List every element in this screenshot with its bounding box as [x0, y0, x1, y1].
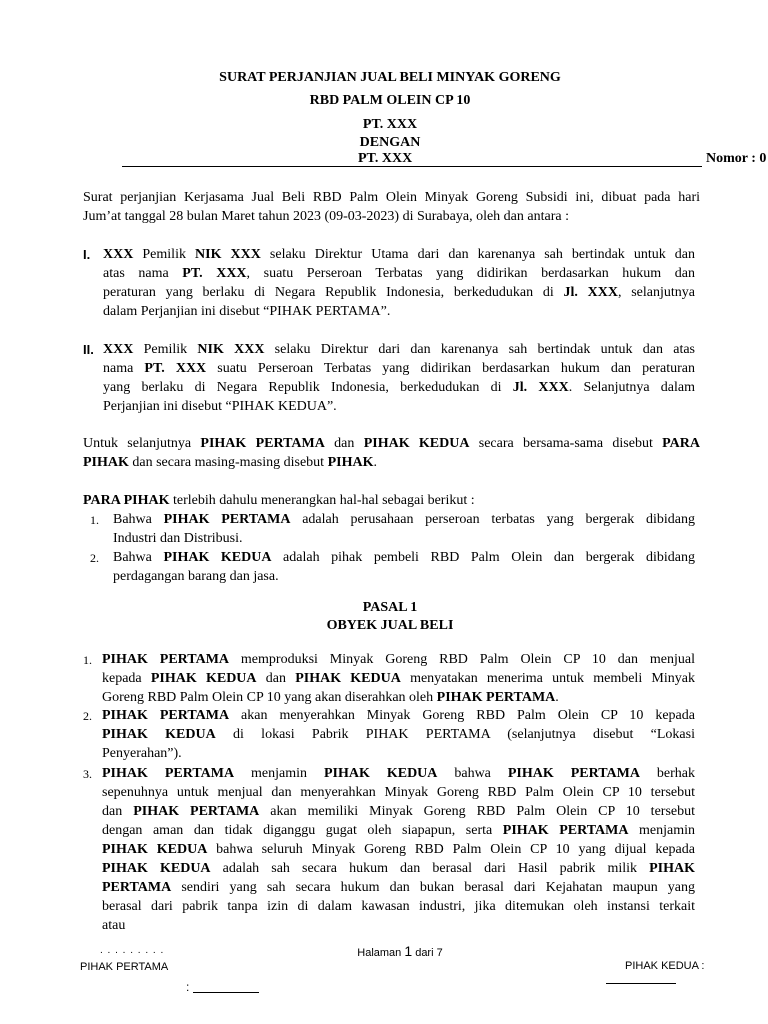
- doc-title-line2: RBD PALM OLEIN CP 10: [309, 93, 471, 108]
- term: PIHAK KEDUA: [102, 727, 216, 742]
- intro-paragraph: [83, 188, 700, 226]
- term: PIHAK KEDUA: [363, 436, 470, 451]
- party1-address: Jl. XXX: [563, 285, 618, 300]
- page-suffix: dari 7: [412, 947, 443, 959]
- footer-dots: . . . . . . . . .: [100, 945, 165, 956]
- pasal-subtitle: OBYEK JUAL BELI: [326, 618, 454, 633]
- intro-line: Surat perjanjian Kerjasama Jual Beli RBD Palm Olein Minyak Goreng Subsidi ini, dibuat pada hari: [83, 190, 700, 205]
- colon: :: [186, 980, 190, 994]
- party2-company: PT. XXX: [144, 361, 207, 376]
- signature-rule: [193, 992, 259, 993]
- text: peraturan yang berlaku di Negara Republik Indonesia, berkedudukan di: [103, 285, 564, 300]
- signature-line-right: [606, 983, 676, 984]
- term: PIHAK KEDUA: [102, 842, 208, 857]
- article-3: [102, 764, 695, 935]
- text: dan secara masing-masing disebut: [128, 455, 328, 470]
- term: PARA: [662, 436, 701, 451]
- term: PIHAK PERTAMA: [502, 823, 629, 838]
- text: berasal dari pabrik tanpa izin di dalam kawasan industri, jika ditemukan oleh instansi terkait: [102, 899, 695, 914]
- party1-company: PT. XXX: [182, 266, 247, 281]
- text: adalah perusahaan perseroan terbatas yang bergerak dibidang: [290, 512, 695, 527]
- signature-label-right: PIHAK KEDUA :: [625, 960, 705, 972]
- doc-title-party-a: PT. XXX: [362, 117, 418, 132]
- intro-line: Jum’at tanggal 28 bulan Maret tahun 2023 (09-03-2023) di Surabaya, oleh dan antara :: [83, 209, 569, 224]
- text: sepenuhnya untuk menjual dan menyerahkan Minyak Goreng RBD Palm Olein CP 10 tersebut: [102, 785, 695, 800]
- text: yang berlaku di Negara Republik Indonesia, berkedudukan di: [103, 380, 513, 395]
- text: dan: [102, 804, 134, 819]
- text: Bahwa: [113, 512, 164, 527]
- term: PARA PIHAK: [83, 493, 170, 508]
- term: PIHAK: [649, 861, 696, 876]
- signature-label-left: PIHAK PERTAMA: [80, 961, 169, 973]
- term: PIHAK PERTAMA: [102, 766, 235, 781]
- text: Goreng RBD Palm Olein CP 10 yang akan diserahkan oleh: [102, 690, 437, 705]
- party2-name: XXX: [103, 342, 134, 357]
- text: adalah sah secara hukum dan berasal dari Hasil pabrik milik: [210, 861, 650, 876]
- text: akan menyerahkan Minyak Goreng RBD Palm Olein CP 10 kepada: [229, 708, 695, 723]
- term: PERTAMA: [102, 880, 172, 895]
- text: dan: [256, 671, 296, 686]
- page-number: 1: [404, 943, 413, 959]
- text: Penyerahan”).: [102, 746, 182, 761]
- party2-address: Jl. XXX: [512, 380, 569, 395]
- text: sendiri yang sah secara hukum dan bukan berasal dari Kejahatan maupun yang: [171, 880, 695, 895]
- text: Industri dan Distribusi.: [113, 531, 243, 546]
- text: berhak: [639, 766, 695, 781]
- text: , suatu Perseroan Terbatas yang didirikan berdasarkan hukum dan: [246, 266, 695, 281]
- text: secara bersama-sama disebut: [469, 436, 663, 451]
- recitals-lead: [83, 491, 700, 510]
- text: suatu Perseroan Terbatas yang didirikan berdasarkan hukum dan peraturan: [206, 361, 695, 376]
- text: dan: [324, 436, 364, 451]
- text: menjamin: [628, 823, 695, 838]
- term: PIHAK KEDUA: [163, 550, 272, 565]
- term: PIHAK: [327, 455, 374, 470]
- text: menyatakan menerima untuk membeli Minyak: [400, 671, 695, 686]
- signature-line-left: [186, 980, 259, 994]
- text: selaku Direktur Utama dari dan karenanya sah bertindak untuk dan: [260, 247, 696, 262]
- term: PIHAK PERTAMA: [133, 804, 260, 819]
- article-number: 2.: [83, 709, 92, 723]
- article-number: 3.: [83, 767, 92, 781]
- term: PIHAK KEDUA: [295, 671, 401, 686]
- text: Untuk selanjutnya: [83, 436, 201, 451]
- term: PIHAK PERTAMA: [102, 708, 230, 723]
- text: bahwa seluruh Minyak Goreng RBD Palm Olein CP 10 yang dijual kepada: [207, 842, 695, 857]
- term: PIHAK PERTAMA: [163, 512, 291, 527]
- text: dengan aman dan tidak diganggu gugat oleh siapapun, serta: [102, 823, 503, 838]
- recital-number: 1.: [90, 513, 99, 527]
- text: menjamin: [234, 766, 324, 781]
- text: Bahwa: [113, 550, 164, 565]
- nomor-label: Nomor : 0: [706, 151, 767, 166]
- party2-paragraph: [103, 340, 695, 416]
- term: PIHAK KEDUA: [150, 671, 257, 686]
- text: kepada: [102, 671, 151, 686]
- party1-name: XXX: [103, 247, 134, 262]
- text: adalah pihak pembeli RBD Palm Olein dan bergerak dibidang: [271, 550, 695, 565]
- article-2: [102, 706, 695, 763]
- recital-number: 2.: [90, 551, 99, 565]
- party1-nik: NIK XXX: [195, 247, 261, 262]
- text: , selanjutnya: [617, 285, 695, 300]
- doc-title-dengan: DENGAN: [359, 135, 421, 150]
- term: PIHAK KEDUA: [324, 766, 438, 781]
- text: .: [373, 455, 377, 470]
- text: terlebih dahulu menerangkan hal-hal sebagai berikut :: [169, 493, 475, 508]
- text: selaku Direktur dari dan karenanya sah bertindak untuk dan atas: [264, 342, 696, 357]
- term: PIHAK PERTAMA: [507, 766, 640, 781]
- text: atau: [102, 918, 126, 933]
- party1-marker: I.: [83, 247, 91, 262]
- doc-title-line1: SURAT PERJANJIAN JUAL BELI MINYAK GORENG: [219, 70, 561, 85]
- article-number: 1.: [83, 653, 92, 667]
- recital-item: [113, 510, 695, 548]
- term: PIHAK PERTAMA: [200, 436, 325, 451]
- term: PIHAK PERTAMA: [436, 690, 556, 705]
- doc-title-party-b: PT. XXX: [358, 151, 413, 166]
- page-indicator: [300, 943, 500, 959]
- text: perdagangan barang dan jasa.: [113, 569, 279, 584]
- para-pihak-paragraph: [83, 434, 700, 472]
- term: PIHAK: [83, 455, 129, 470]
- doc-title-party-b-row: [122, 151, 768, 170]
- party2-line: Perjanjian ini disebut “PIHAK KEDUA”.: [103, 399, 337, 414]
- term: PIHAK PERTAMA: [102, 652, 230, 667]
- party1-paragraph: [103, 245, 695, 321]
- text: akan memiliki Minyak Goreng RBD Palm Olein CP 10 tersebut: [259, 804, 695, 819]
- text: di lokasi Pabrik PIHAK PERTAMA (selanjutnya disebut “Lokasi: [215, 727, 695, 742]
- text: memproduksi Minyak Goreng RBD Palm Olein CP 10 dan menjual: [229, 652, 695, 667]
- text: bahwa: [437, 766, 508, 781]
- text: . Selanjutnya dalam: [568, 380, 695, 395]
- party1-line: dalam Perjanjian ini disebut “PIHAK PERTAMA”.: [103, 304, 391, 319]
- page-prefix: Halaman: [357, 947, 405, 959]
- text: Pemilik: [133, 247, 196, 262]
- pasal-title: PASAL 1: [362, 600, 418, 615]
- text: Pemilik: [133, 342, 198, 357]
- text: atas nama: [103, 266, 183, 281]
- party2-nik: NIK XXX: [197, 342, 265, 357]
- text: .: [555, 690, 559, 705]
- text: nama: [103, 361, 145, 376]
- party2-marker: II.: [83, 342, 94, 357]
- term: PIHAK KEDUA: [102, 861, 211, 876]
- article-1: [102, 650, 695, 707]
- recital-item: [113, 548, 695, 586]
